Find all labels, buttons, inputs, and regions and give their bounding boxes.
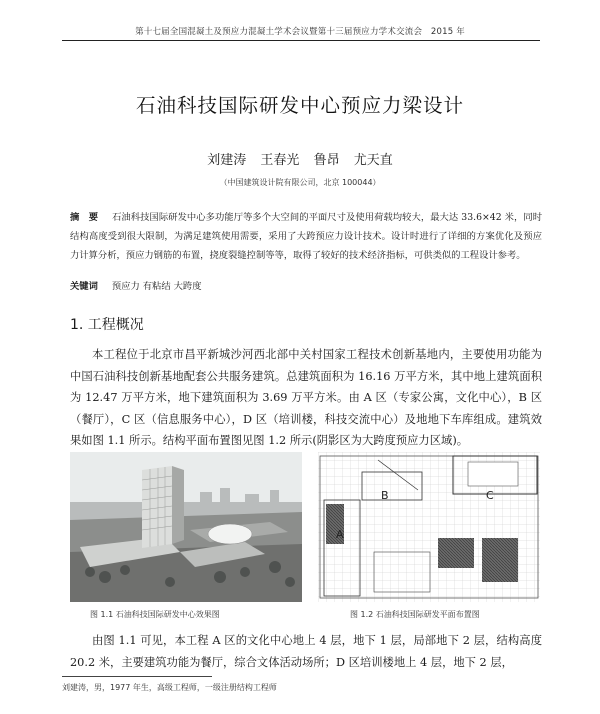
abstract-label: 摘 要 — [70, 212, 99, 223]
author-list — [0, 149, 600, 168]
footnote: 刘建涛，男，1977 年生，高级工程师，一级注册结构工程师 — [62, 683, 277, 692]
keywords-text: 预应力 有粘结 大跨度 — [111, 281, 202, 292]
section-title: 1. 工程概况 — [70, 317, 144, 333]
abstract — [70, 208, 542, 265]
zone-label-c: C — [486, 489, 494, 502]
footnote-rule — [62, 676, 212, 677]
body-paragraph: 由图 1.1 可见，本工程 A 区的文化中心地上 4 层，地下 1 层，局部地下 2 层，结构高度 20.2 米，主要建筑功能为餐厅，综合文体活动场所；D 区培训楼地上 4 层，地下 2 层， — [70, 634, 542, 669]
keywords-label: 关键词 — [70, 281, 98, 292]
keywords — [70, 278, 542, 292]
zone-label-b: B — [381, 489, 389, 502]
floor-plan-drawing — [318, 452, 540, 602]
author: 尤天直 — [353, 153, 393, 168]
abstract-text: 石油科技国际研发中心多功能厅等多个大空间的平面尺寸及使用荷载均较大，最大达 33.6×42 米，同时结构高度受到很大限制，为满足建筑使用需要，采用了大跨预应力设计技术。设计时进行了详细的方案优化及预应力计算分析，预应力钢筋的布置，挠度裂缝控制等等，取得了较好的技术经济指标，可供类似的工程设计参考。 — [70, 212, 542, 261]
affiliation: （中国建筑设计院有限公司，北京 100044） — [219, 178, 381, 187]
body-paragraph: 本工程位于北京市昌平新城沙河西北部中关村国家工程技术创新基地内，主要使用功能为中国石油科技创新基地配套公共服务建筑。总建筑面积为 16.16 万平方米，其中地上建筑面积为 12.47 万平方米，地下建筑面积为 3.69 万平方米。由 A 区（专家公寓，文化中心），B 区（餐厅），C 区（信息服务中心），D 区（培训楼，科技交流中心）及地地下车库组成。建筑效果如图 1.1 所示。结构平面布置图见图 1.2 所示(阴影区为大跨度预应力区域)。 — [70, 348, 542, 447]
author: 鲁昂 — [313, 153, 340, 168]
author: 刘建涛 — [207, 153, 247, 168]
header-rule — [62, 40, 540, 41]
figure-caption: 图 1.1 石油科技国际研发中心效果图 — [90, 610, 220, 619]
figure-floor-plan — [318, 452, 540, 602]
paper-title: 石油科技国际研发中心预应力梁设计 — [135, 94, 464, 117]
author: 王春光 — [260, 153, 300, 168]
rendering-illustration — [70, 452, 302, 602]
figure-rendering — [70, 452, 302, 602]
figure-caption: 图 1.2 石油科技国际研发平面布置图 — [350, 610, 480, 619]
zone-label-a: A — [336, 528, 344, 541]
running-header: 第十七届全国混凝土及预应力混凝土学术会议暨第十三届预应力学术交流会 2015 年 — [135, 27, 465, 37]
